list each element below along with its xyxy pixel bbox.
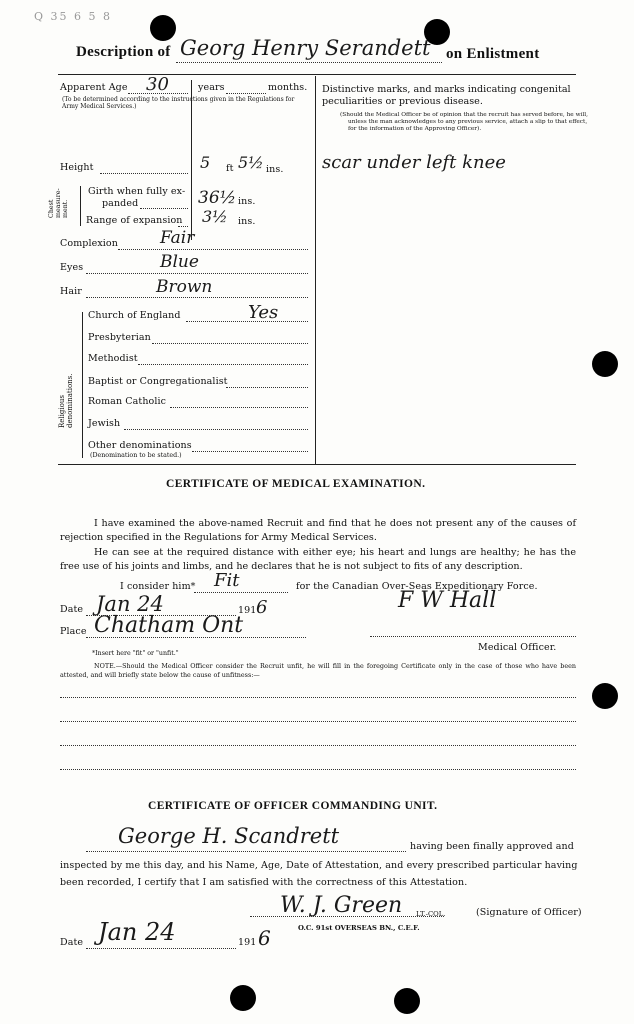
hair-label: Hair xyxy=(60,286,82,297)
punch-hole-bottom-2 xyxy=(394,988,420,1014)
unfitness-line xyxy=(60,745,576,746)
medical-paragraph-1: I have examined the above-named Recruit and find that he does not present any of the causes of rejection specified in the Regulations for Army Medical Services. xyxy=(60,518,576,543)
religion-other-note: (Denomination to be stated.) xyxy=(90,452,182,459)
complexion-line xyxy=(118,249,308,250)
officer-date-line xyxy=(86,948,236,949)
religion-line xyxy=(226,387,308,388)
officer-text-2: inspected by me this day, and his Name, Age, Date of Attestation, and every prescribed particular having xyxy=(60,860,578,871)
officer-text-1: having been finally approved and xyxy=(410,841,574,852)
age-note: (To be determined according to the instructions given in the Regulations for Army Medical Services.) xyxy=(62,96,295,110)
religion-item: Roman Catholic xyxy=(88,396,167,407)
height-in-value: 5½ xyxy=(238,153,264,172)
header-suffix: on Enlistment xyxy=(446,46,540,62)
header-rule xyxy=(58,74,576,75)
officer-date-value: Jan 24 xyxy=(98,918,176,946)
religion-item: Other denominations xyxy=(88,440,192,451)
column-divider-main xyxy=(315,76,316,464)
religion-item: Jewish xyxy=(88,418,121,429)
recruit-name-line xyxy=(86,851,406,852)
section-rule-medical xyxy=(58,464,576,465)
range-line xyxy=(178,226,188,227)
religion-line xyxy=(192,451,308,452)
religion-line xyxy=(152,343,308,344)
girth-value: 36½ xyxy=(198,188,237,208)
height-ft-value: 5 xyxy=(200,153,211,172)
age-label: Apparent Age xyxy=(60,82,128,93)
officer-unit: O.C. 91st OVERSEAS BN., C.E.F. xyxy=(298,924,420,932)
medical-year-prefix: 191 xyxy=(238,605,257,616)
marks-value: scar under left knee xyxy=(322,152,506,173)
header-name: Georg Henry Serandett xyxy=(180,36,431,60)
hair-line xyxy=(86,297,308,298)
punch-hole-bottom-1 xyxy=(230,985,256,1011)
religion-side-label: Religious denominations. xyxy=(58,373,74,428)
girth-line xyxy=(140,208,188,209)
marks-note: (Should the Medical Officer be of opinion that the recruit has served before, he will, unless the man acknowledges to any previous service, attach a slip to that effect, for the information of the Approving Officer). xyxy=(340,112,588,132)
range-ins: ins. xyxy=(238,216,256,227)
unfitness-line xyxy=(60,721,576,722)
religion-item: Presbyterian xyxy=(88,332,151,343)
recruit-name: George H. Scandrett xyxy=(118,824,340,848)
medical-heading: CERTIFICATE OF MEDICAL EXAMINATION. xyxy=(166,478,426,490)
complexion-label: Complexion xyxy=(60,238,118,249)
religion-line xyxy=(186,321,308,322)
ft-label: ft xyxy=(226,163,234,174)
medical-officer-signature: F W Hall xyxy=(398,588,497,613)
complexion-value: Fair xyxy=(160,228,195,248)
chest-side-label: Chest measure-ment. xyxy=(48,188,69,218)
religion-line xyxy=(124,429,308,430)
medical-note: NOTE.—Should the Medical Officer consider the Recruit unfit, he will fill in the foregoing Certificate only in the case of those who have been attested, and will briefly state below the cause of unfitness:— xyxy=(60,662,576,679)
punch-hole-right-2 xyxy=(592,683,618,709)
header-prefix: Description of xyxy=(76,44,171,60)
chest-bracket xyxy=(80,186,81,226)
religion-item: Methodist xyxy=(88,353,138,364)
officer-date-label: Date xyxy=(60,937,84,948)
height-line xyxy=(100,173,188,174)
religion-line xyxy=(138,364,308,365)
consider-prefix: I consider him* xyxy=(120,581,196,592)
insert-note: *Insert here "fit" or "unfit." xyxy=(92,650,179,657)
height-ins-label: ins. xyxy=(266,164,284,175)
place-value: Chatham Ont xyxy=(94,613,244,638)
years-label: years xyxy=(198,82,225,93)
eyes-line xyxy=(86,273,308,274)
punch-hole-right-1 xyxy=(592,351,618,377)
medical-date-label: Date xyxy=(60,604,84,615)
girth-ins: ins. xyxy=(238,196,256,207)
religion-item: Church of England xyxy=(88,310,181,321)
officer-rank: LT.-COL. xyxy=(416,910,446,918)
fit-value: Fit xyxy=(214,570,240,591)
medical-year-digit: 6 xyxy=(256,597,268,618)
consider-suffix: for the Canadian Over-Seas Expeditionary Force. xyxy=(296,581,538,592)
unfitness-line xyxy=(60,769,576,770)
height-label: Height xyxy=(60,162,94,173)
range-value: 3½ xyxy=(202,207,228,226)
punch-hole-top-left xyxy=(150,15,176,41)
months-line xyxy=(226,93,266,94)
consider-line xyxy=(194,592,288,593)
girth-label-1: Girth when fully ex- xyxy=(88,186,186,197)
officer-signature: W. J. Green xyxy=(280,893,403,918)
religion-line xyxy=(170,407,308,408)
officer-year-prefix: 191 xyxy=(238,937,257,948)
medical-signature-line xyxy=(370,636,576,637)
header-name-line xyxy=(176,62,442,63)
officer-year-digit: 6 xyxy=(258,926,271,950)
signature-of-officer-label: (Signature of Officer) xyxy=(476,907,582,918)
marks-heading: Distinctive marks, and marks indicating congenital peculiarities or previous disease. xyxy=(322,84,571,107)
age-value: 30 xyxy=(146,74,169,95)
medical-officer-label: Medical Officer. xyxy=(478,642,557,653)
officer-heading: CERTIFICATE OF OFFICER COMMANDING UNIT. xyxy=(148,800,438,812)
religion-bracket xyxy=(82,312,83,458)
church-of-england-mark: Yes xyxy=(248,302,279,323)
religion-item: Baptist or Congregationalist xyxy=(88,376,228,387)
officer-text-3: been recorded, I certify that I am satisfied with the correctness of this Attestation. xyxy=(60,877,468,888)
medical-paragraph-2: He can see at the required distance with either eye; his heart and lungs are healthy; he has the free use of his joints and limbs, and he declares that he is not subject to fits of any description. xyxy=(60,547,576,572)
registry-stamp: Q 35 6 5 8 xyxy=(34,10,112,23)
unfitness-line xyxy=(60,697,576,698)
officer-signature-line xyxy=(250,916,444,917)
girth-label-2: panded xyxy=(102,198,139,209)
months-label: months. xyxy=(268,82,308,93)
medical-date-value: Jan 24 xyxy=(96,592,164,616)
range-label: Range of expansion xyxy=(86,215,183,226)
eyes-label: Eyes xyxy=(60,262,84,273)
place-label: Place xyxy=(60,626,87,637)
eyes-value: Blue xyxy=(160,252,199,272)
hair-value: Brown xyxy=(156,277,213,297)
